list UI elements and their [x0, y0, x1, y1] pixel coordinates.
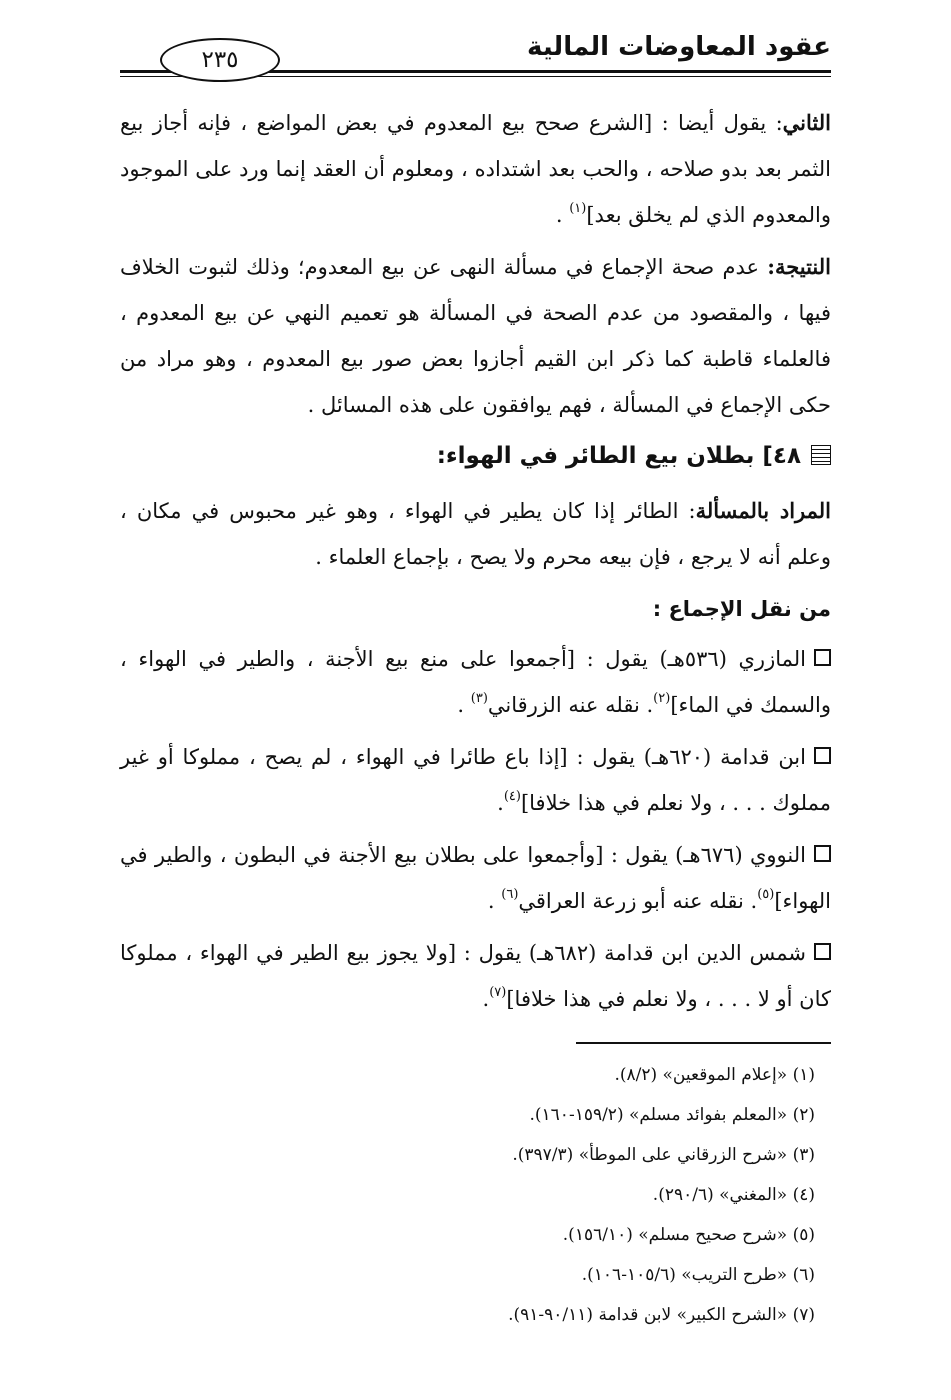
footnote: (٦) «طرح التريب» (١٠٥/٦-١٠٦).: [581, 1265, 815, 1285]
page-header: [120, 28, 831, 78]
item-text: .: [497, 791, 504, 815]
list-item: [120, 930, 831, 1022]
item-text: .: [482, 987, 490, 1011]
footnote-ref[interactable]: (٥): [757, 887, 775, 902]
list-item: [120, 734, 831, 826]
footnote-divider: [576, 1042, 831, 1044]
footnote: (٣) «شرح الزرقاني على الموطأ» (٣٩٧/٣).: [512, 1145, 815, 1165]
item-end: .: [457, 693, 471, 717]
item-text: . نقله عنه أبو زرعة العراقي: [518, 889, 758, 913]
paragraph-meaning: [120, 488, 831, 580]
paragraph-text: عدم صحة الإجماع في مسألة النهى عن بيع المعدوم؛ وذلك لثبوت الخلاف فيها ، والمقصود من عدم الصحة في المسألة هو تعميم النهي عن بيع المعدوم ، فالعلماء قاطبة كما ذكر ابن القيم أجازوا بعض صور بيع المعدوم ، وهو مراد من حكى الإجماع في المسألة ، فهم يوافقون على هذه المسائل .: [120, 255, 831, 417]
item-text: النووي (٦٧٦هـ) يقول : [وأجمعوا على بطلان بيع الأجنة في البطون ، والطير في الهواء]: [120, 843, 831, 913]
item-text: ابن قدامة (٦٢٠هـ) يقول : [إذا باع طائرا في الهواء ، لم يصح ، مملوكا أو غير مملوك . . . ، ولا نعلم في هذا خلافا]: [120, 745, 831, 815]
footnote: (٤) «المغني» (٢٩٠/٦).: [652, 1185, 815, 1205]
checkbox-icon: [814, 649, 831, 666]
section-heading: [120, 434, 831, 478]
footnote: (٢) «المعلم بفوائد مسلم» (١٥٩/٢-١٦٠).: [529, 1105, 815, 1125]
item-text: المازري (٥٣٦هـ) يقول : [أجمعوا على منع بيع الأجنة ، والطير في الهواء ، والسمك في الماء]: [120, 647, 831, 717]
footnote: (٥) «شرح صحيح مسلم» (١٥٦/١٠).: [562, 1225, 815, 1245]
document-stack-icon: [811, 445, 831, 465]
list-item: [120, 636, 831, 728]
footnotes: [120, 1058, 815, 1338]
paragraph-end: .: [555, 203, 570, 227]
footnote-ref[interactable]: (٧): [489, 985, 507, 1000]
list-item: [120, 832, 831, 924]
paragraph-result: [120, 244, 831, 428]
item-text: شمس الدين ابن قدامة (٦٨٢هـ) يقول : [ولا يجوز بيع الطير في الهواء ، مملوكا كان أو لا . . . ، ولا نعلم في هذا خلافا]: [120, 941, 831, 1011]
footnote-ref[interactable]: (٦): [501, 887, 519, 902]
footnote-ref[interactable]: (١): [569, 201, 587, 216]
paragraph-label: النتيجة:: [767, 254, 831, 279]
footnote-ref[interactable]: (٢): [653, 691, 671, 706]
paragraph-second: [120, 100, 831, 238]
checkbox-icon: [814, 845, 831, 862]
book-title: عقود المعاوضات المالية: [527, 32, 831, 62]
section-title: ٤٨] بطلان بيع الطائر في الهواء:: [436, 443, 801, 469]
paragraph-text: : يقول أيضا : [الشرع صحح بيع المعدوم في بعض المواضع ، فإنه أجاز بيع الثمر بعد بدو صلاحه ، والحب بعد اشتداده ، ومعلوم أن العقد إنما ورد على الموجود والمعدوم الذي لم يخلق بعد]: [120, 111, 831, 227]
footnote: (٧) «الشرح الكبير» لابن قدامة (٩٠/١١-٩١).: [508, 1305, 815, 1325]
footnote-ref[interactable]: (٣): [470, 691, 488, 706]
sub-heading: من نقل الإجماع :: [652, 597, 831, 621]
page-number: ٢٣٥: [160, 38, 280, 82]
footnote-ref[interactable]: (٤): [503, 789, 521, 804]
paragraph-label: المراد بالمسألة: [695, 498, 831, 523]
page-body: [120, 100, 831, 1028]
checkbox-icon: [814, 943, 831, 960]
footnote: (١) «إعلام الموقعين» (٨/٢).: [614, 1065, 815, 1085]
paragraph-label: الثاني: [782, 110, 831, 135]
item-end: .: [487, 889, 502, 913]
paragraph-text: : الطائر إذا كان يطير في الهواء ، وهو غير محبوس في مكان ، وعلم أنه لا يرجع ، فإن بيعه محرم ولا يصح ، بإجماع العلماء .: [120, 499, 831, 569]
item-text: . نقله عنه الزرقاني: [487, 693, 654, 717]
checkbox-icon: [814, 747, 831, 764]
